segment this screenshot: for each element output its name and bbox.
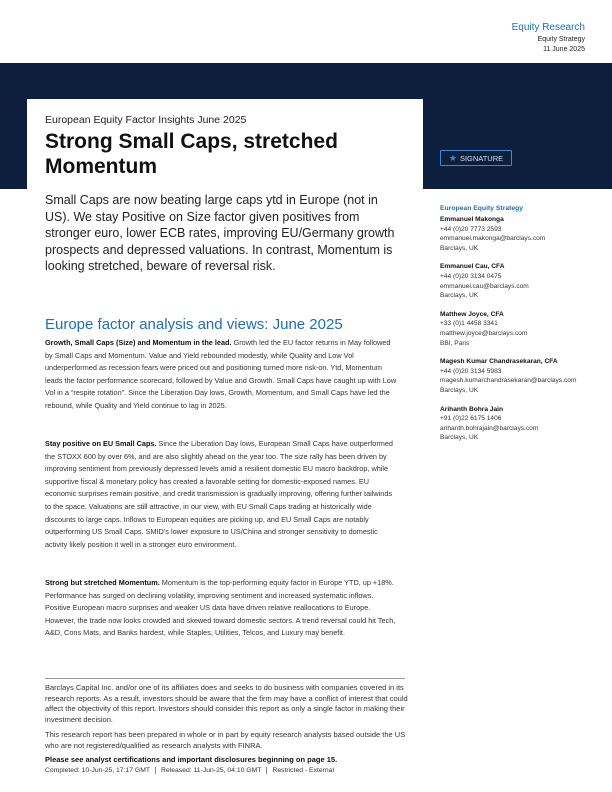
paragraph-body: Since the Liberation Day lows, European Small Caps have outperformed the STOXX 600 by over 6%, and are also slightly ahead on the year too. The size rally has been driven by improving sentiment from previously depressed levels amid a resilient domestic EU macro backdrop, while supportive fiscal & monetary policy has created a favorable setting for domestic-exposed names. EU economic surprises remain positive, and credit transmission is gradually improving, offering further tailwinds to the space. Valuations are still attractive, in our view, with EU Small Caps trading at historically wide discounts to large caps. Inflows to European equities are picking up, and EU Small Caps are notably outperforming US Small Caps. SMID’s lower exposure to US/China and stronger sensitivity to domestic activity likely position it well in a stronger euro environment. (45, 439, 393, 549)
paragraph-lead: Growth, Small Caps (Size) and Momentum in the lead. (45, 338, 232, 347)
analyst-entry (440, 405, 605, 443)
analyst-phone: +33 (0)1 4458 3341 (440, 320, 498, 328)
analyst-team: European Equity Strategy (440, 205, 524, 212)
analyst-email[interactable]: matthew.joyce@barclays.com (440, 329, 528, 337)
paragraph-body: Momentum is the top-performing equity factor in Europe YTD, up +18%. Performance has surged on declining volatility, improving sentiment and increased systematic inflows. Positive European macro surprises and weaker US data have driven relative reallocations to Europe. However, the trade now looks crowded and skewed toward domestic sectors. A trend reversal could hit Tech, A&D, Cons Mats, and Banks hardest, while Staples, Utilities, Telcos, and Luxury may benefit. (45, 578, 396, 638)
analyst-email[interactable]: magesh.kumarchandrasekaran@barclays.com (440, 377, 577, 385)
analyst-phone: +91 (0)22 6175 1406 (440, 415, 502, 423)
analyst-entry (440, 262, 605, 300)
disclosures-notice: Please see analyst certifications and important disclosures beginning on page 15. (45, 755, 338, 764)
analyst-entity: Barclays, UK (440, 386, 479, 394)
paragraph-momentum (45, 577, 397, 640)
disclaimer-conflict: Barclays Capital Inc. and/or one of its affiliates does and seeks to do business with companies covered in its research reports. As a result, investors should be aware that the firm may have a conflict of interest that could affect the objectivity of this report. Investors should consider this report as only a single factor in making their investment decision. (45, 683, 408, 724)
signature-badge-label: SIGNATURE (459, 153, 504, 163)
report-category: Equity Research (511, 22, 585, 33)
analyst-entry (440, 215, 605, 253)
analyst-entry (440, 357, 605, 395)
analyst-email[interactable]: emmanuel.makonga@barclays.com (440, 235, 546, 243)
release-metadata (45, 767, 339, 774)
paragraph-growth (45, 337, 397, 413)
restriction-label: Restricted - External (266, 767, 339, 774)
analyst-email[interactable]: emmanuel.cau@barclays.com (440, 282, 529, 290)
report-date: 11 June 2025 (543, 46, 585, 53)
completed-timestamp: Completed: 10-Jun-25, 17:17 GMT (45, 767, 151, 774)
report-summary: Small Caps are now beating large caps ytd in Europe (not in US). We stay Positive on Size factor given positives from stronger euro, lower ECB rates, improving EU/Germany growth prospects and depressed valuations. In contrast, Momentum is looking stretched, beware of reversal risk. (45, 193, 395, 273)
disclaimer-finra: This research report has been prepared in whole or in part by equity research analysts based outside the US who are not registered/qualified as research analysts with FINRA. (45, 730, 406, 750)
section-heading: Europe factor analysis and views: June 2025 (45, 316, 343, 333)
signature-badge (440, 150, 512, 166)
released-timestamp: Released: 11-Jun-25, 04:10 GMT (155, 767, 266, 774)
analyst-phone: +44 (0)20 3134 5983 (440, 367, 502, 375)
analyst-panel (440, 204, 605, 452)
analyst-entity: BBI, Paris (440, 339, 470, 347)
analyst-name: Matthew Joyce, CFA (440, 310, 504, 318)
analyst-entity: Barclays, UK (440, 244, 479, 252)
analyst-phone: +44 (0)20 3134 0475 (440, 272, 502, 280)
report-header-meta (512, 21, 585, 55)
report-series: European Equity Factor Insights June 2025 (45, 114, 247, 126)
report-title: Strong Small Caps, stretched Momentum (45, 130, 338, 178)
analyst-entity: Barclays, UK (440, 434, 479, 442)
paragraph-lead: Stay positive on EU Small Caps. (45, 439, 157, 448)
disclaimer-divider (45, 678, 405, 679)
paragraph-small-caps (45, 438, 397, 551)
star-icon: ★ (448, 152, 457, 163)
analyst-entity: Barclays, UK (440, 292, 479, 300)
paragraph-lead: Strong but stretched Momentum. (45, 578, 160, 587)
report-subcategory: Equity Strategy (537, 36, 585, 43)
analyst-name: Magesh Kumar Chandrasekaran, CFA (440, 358, 558, 366)
analyst-phone: +44 (0)20 7773 2593 (440, 225, 502, 233)
analyst-email[interactable]: arihanth.bohrajain@barclays.com (440, 424, 539, 432)
analyst-name: Emmanuel Cau, CFA (440, 263, 505, 271)
analyst-name: Arihanth Bohra Jain (440, 405, 504, 413)
analyst-name: Emmanuel Makonga (440, 216, 504, 223)
paragraph-body: Growth led the EU factor returns in May followed by Small Caps and Momentum. Value and Yield rebounded modestly, while Quality and Low Vol underperformed as recession fears were priced out and positioning turned more risk-on. Ytd, Momentum leads the factor performance scorecard, followed by Value and Growth. Small Caps have caught up with Low Vol in a “respite rotation”. Since the Liberation Day lows, Growth, Momentum, and Small Caps have led the rebound, while Quality and Yield continue to lag in 2025. (45, 338, 397, 410)
analyst-entry (440, 310, 605, 348)
